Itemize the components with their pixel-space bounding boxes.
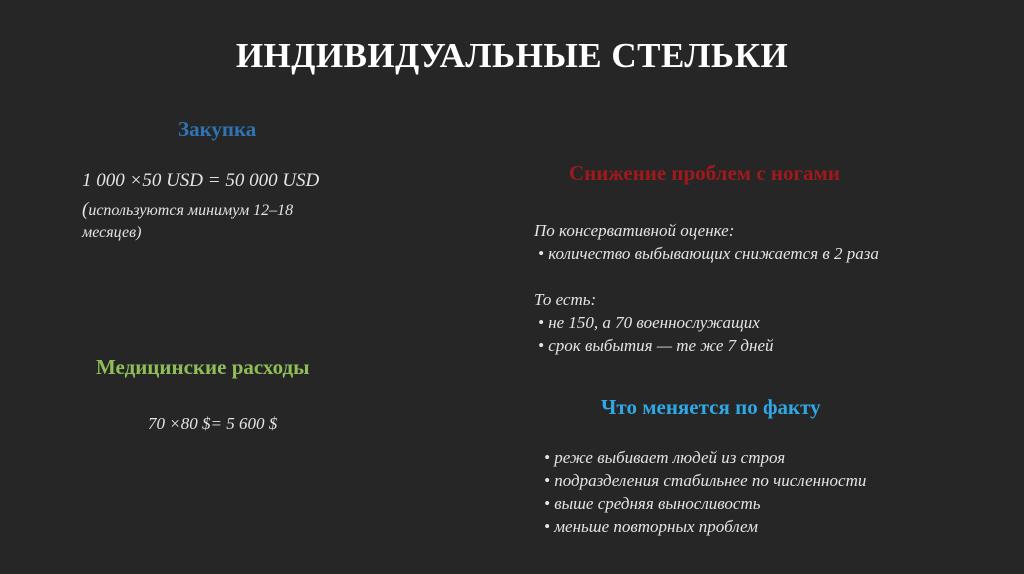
- purchase-formula: 1 000 ×50 USD = 50 000 USD: [82, 170, 320, 191]
- purchase-note-text: используются минимум 12–18 месяцев): [82, 202, 294, 241]
- thatis-item: • срок выбытия — те же 7 дней: [538, 336, 774, 355]
- purchase-note: [82, 199, 342, 244]
- medical-heading: Медицинские расходы: [96, 355, 310, 379]
- thatis-block: [534, 288, 774, 357]
- thatis-item: • не 150, а 70 военнослужащих: [538, 313, 760, 332]
- changes-item: • меньше повторных проблем: [544, 517, 759, 536]
- changes-item: • реже выбивает людей из строя: [544, 448, 786, 467]
- slide-title: ИНДИВИДУАЛЬНЫЕ СТЕЛЬКИ: [235, 36, 789, 75]
- medical-formula: 70 ×80 $= 5 600 $: [148, 414, 278, 433]
- reduction-heading: Снижение проблем с ногами: [569, 161, 840, 185]
- purchase-note-paren: (: [82, 199, 89, 220]
- changes-heading: Что меняется по факту: [601, 395, 821, 419]
- estimate-block: [534, 219, 879, 265]
- changes-item: • выше средняя выносливость: [544, 494, 761, 513]
- estimate-label: По консервативной оценке:: [534, 221, 735, 240]
- thatis-label: То есть:: [534, 290, 597, 309]
- changes-list: [544, 446, 866, 538]
- changes-item: • подразделения стабильнее по численности: [544, 471, 867, 490]
- estimate-item: • количество выбывающих снижается в 2 раза: [538, 244, 879, 263]
- purchase-heading: Закупка: [178, 117, 257, 141]
